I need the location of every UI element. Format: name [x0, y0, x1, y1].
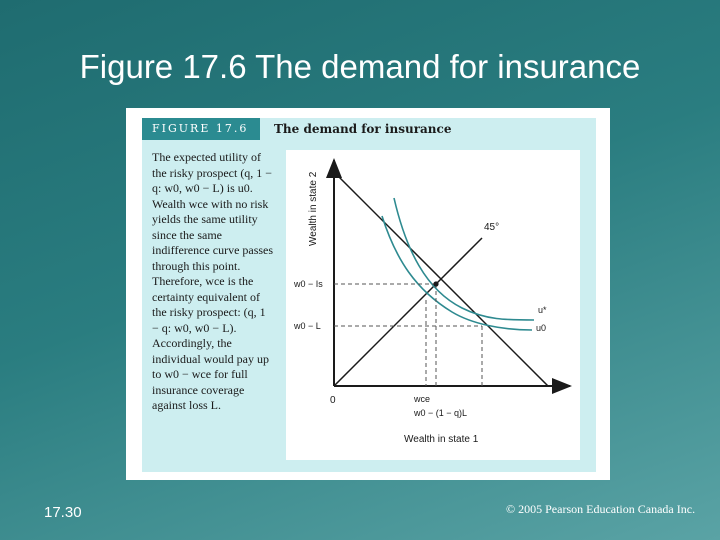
ray-label: 45°: [484, 222, 500, 233]
curve-label-u-star: u*: [538, 305, 547, 315]
x-axis-label: Wealth in state 1: [404, 434, 479, 445]
figure-label: FIGURE 17.6: [142, 118, 260, 140]
figure-panel: [126, 108, 610, 480]
figure-caption: The expected utility of the risky prospect (q, 1 − q: w0, w0 − L) is u0. Wealth wce with no risk yields the same utility since the same indifference curve passes through this point. Therefore, wce is the certainty equivalent of the risky prospect: (q, 1 − q: w0, w0 − L). Accordingly, the individual would pay up to w0 − wce for full insurance coverage against loss L.: [152, 150, 274, 412]
risky-prospect-point: [433, 281, 438, 286]
figure-title: The demand for insurance: [274, 122, 452, 136]
chart-area: [286, 150, 580, 460]
x-tick-label-wce: wce: [414, 394, 431, 404]
certainty-line-45: [334, 238, 482, 386]
y-tick-label-lower: w0 − L: [294, 321, 321, 331]
y-tick-label-upper: w0 − Is: [294, 279, 323, 289]
slide-title: Figure 17.6 The demand for insurance: [79, 48, 641, 85]
slide-number: 17.30: [44, 504, 82, 521]
copyright-notice: © 2005 Pearson Education Canada Inc.: [506, 502, 696, 516]
x-tick-label-w0: w0 − (1 − q)L: [414, 408, 468, 418]
insurance-diagram: [286, 150, 580, 460]
y-axis-label: Wealth in state 2: [308, 171, 319, 246]
origin-label: 0: [330, 395, 336, 406]
curve-label-u0: u0: [536, 323, 547, 333]
figure-inner: [142, 118, 596, 472]
